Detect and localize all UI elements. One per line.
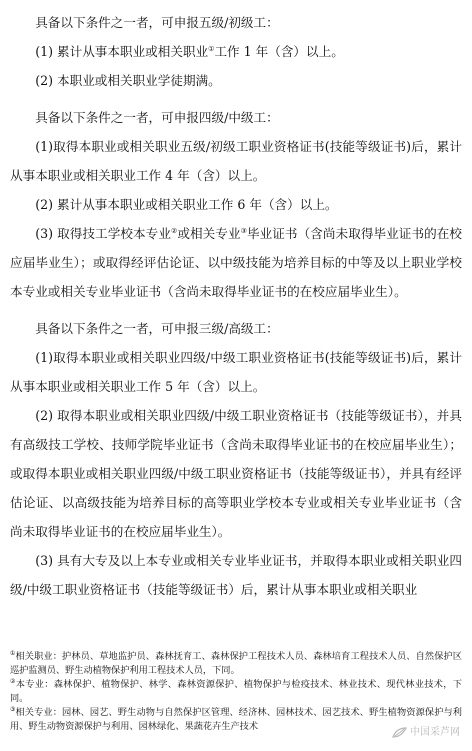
footnote-3 — [10, 706, 462, 733]
paragraph-level4-item1: (1)取得本职业或相关职业五级/初级工职业资格证书(技能等级证书)后，累计从事本职业或相关职业工作 4 年（含）以上。 — [10, 139, 462, 183]
footnote-ref-3: ③ — [240, 226, 247, 235]
paragraph-level4-item3-text-b: 或相关专业 — [177, 226, 241, 241]
footnote-2 — [10, 678, 462, 705]
paragraph-level5-item1 — [10, 37, 462, 66]
paragraph-level3-item3: (3) 具有大专及以上本专业或相关专业毕业证书，并取得本职业或相关职业四级/中级工职业资格证书（技能等级证书）后，累计从事本职业或相关职业 — [10, 553, 462, 597]
paragraph-level4-heading: 具备以下条件之一者，可申报四级/中级工： — [35, 110, 279, 125]
paragraph-level5-item1-text-a: (1) 累计从事本职业或相关职业 — [35, 44, 209, 59]
footnote-3-marker: ③ — [10, 706, 16, 714]
paragraph-level5-item1-text-b: 工作 1 年（含）以上。 — [214, 44, 344, 59]
paragraph-level4-item3 — [10, 219, 462, 306]
paragraph-level4-item3-text-c: 毕业证书（含尚未取得毕业证书的在校应届毕业生）；或取得经评估论证、以中级技能为培养目标的中等及以上职业学校本专业或相关专业毕业证书（含尚未取得毕业证书的在校应届毕业生）。 — [10, 226, 463, 299]
footnote-1-marker: ① — [10, 649, 16, 657]
watermark-text: 中国采芦网 — [410, 727, 460, 738]
paragraph-level4-item2: (2) 累计从事本职业或相关职业工作 6 年（含）以上。 — [35, 197, 338, 212]
footnote-3-text: 相关专业：园林、园艺、野生动物与自然保护区管理、经济林、园林技术、园艺技术、野生植物资源保护与利用、野生动物资源保护与利用、园林绿化、果蔬花卉生产技术 — [10, 707, 462, 732]
document-body — [10, 8, 462, 604]
paragraph-level5-heading: 具备以下条件之一者，可申报五级/初级工： — [35, 15, 279, 30]
footnote-2-marker: ② — [10, 678, 16, 686]
footnote-ref-1: ① — [208, 44, 215, 53]
paragraph-level4-item3-text-a: (3) 取得技工学校本专业 — [35, 226, 171, 241]
paragraph-level3-heading: 具备以下条件之一者，可申报三级/高级工： — [35, 321, 279, 336]
footnote-1-text: 相关职业：护林员、草地监护员、森林抚育工、森林保护工程技术人员、森林培育工程技术人员、自然保护区巡护监测员、野生动植物保护利用工程技术人员，下同。 — [10, 651, 462, 676]
paragraph-level3-item1: (1)取得本职业或相关职业四级/中级工职业资格证书(技能等级证书)后，累计从事本职业或相关职业工作 5 年（含）以上。 — [10, 350, 462, 394]
footnote-2-text: 本专业：森林保护、植物保护、林学、森林资源保护、植物保护与检疫技术、林业技术、现代林业技术，下同。 — [10, 679, 462, 704]
footnote-ref-2: ② — [170, 226, 178, 235]
paragraph-level5-item2: (2) 本职业或相关职业学徒期满。 — [35, 73, 221, 88]
paragraph-level3-item2: (2) 取得本职业或相关职业四级/中级工职业资格证书（技能等级证书），并具有高级技工学校、技师学院毕业证书（含尚未取得毕业证书的在校应届毕业生）；或取得本职业或相关职业四级/中级工职业资格证书（技能等级证书），并具有经评估论证、以高级技能为培养目标的高等职业学校本专业或相关专业毕业证书（含尚未取得毕业证书的在校应届毕业生）。 — [10, 408, 462, 539]
footnotes — [10, 650, 462, 734]
footnote-1 — [10, 650, 462, 677]
